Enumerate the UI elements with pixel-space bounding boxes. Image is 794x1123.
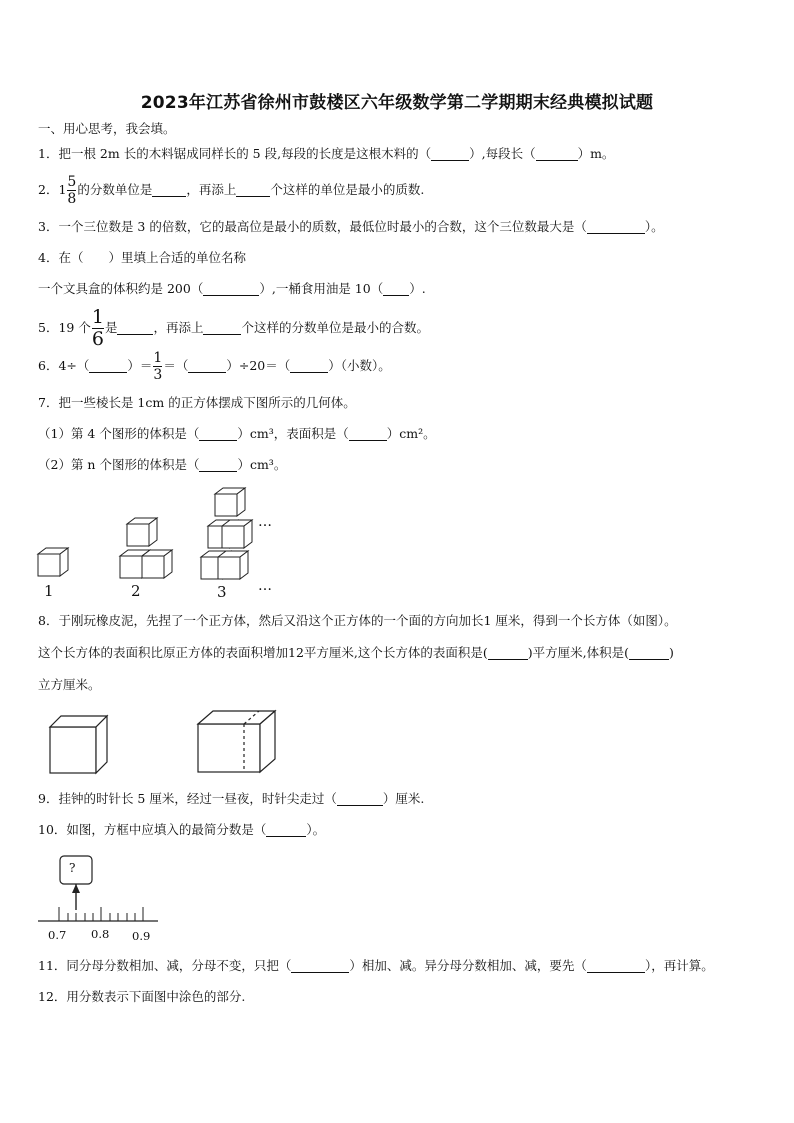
question-mark: ?: [69, 861, 76, 875]
question-5: 5．19 个 $\frac{1}{6}$ 是 ，再添上 个这样的分数单位是最小的合数。: [38, 306, 429, 350]
answer-box: [60, 856, 92, 884]
answer-blank[interactable]: [587, 958, 645, 973]
question-9: 9．挂钟的时针长 5 厘米，经过一昼夜，时针尖走过（ ）厘米.: [38, 791, 425, 806]
question-1: 1．把一根 2m 长的木料锯成同样长的 5 段,每段的长度是这根木料的（ ）,每段长（ ）m。: [38, 146, 615, 161]
question-4: 4．在（ ）里填上合适的单位名称: [38, 250, 246, 265]
figure-label: 1: [44, 582, 54, 600]
question-8-line-3: 立方厘米。: [38, 677, 101, 692]
continuation-dots: …: [258, 514, 272, 530]
question-11: 11．同分母分数相加、减，分母不变，只把（ ）相加、减。异分母分数相加、减，要先（ ），再计算。: [38, 958, 714, 973]
tick-label: 0.9: [132, 929, 151, 943]
page-title: 2023年江苏省徐州市鼓楼区六年级数学第二学期期末经典模拟试题: [140, 93, 654, 113]
question-8: 8．于刚玩橡皮泥，先捏了一个正方体，然后又沿这个正方体的一个面的方向加长1 厘米，得到一个长方体（如图）。: [38, 613, 677, 628]
figure-label: 3: [217, 583, 227, 601]
question-6: 6．4÷（ ）＝ $\frac{1}{3}$ ＝（ ）÷20＝（ ）（小数）。: [38, 350, 391, 383]
mixed-fraction: $\frac{5}{8}$: [67, 174, 77, 207]
question-7-part-2: （2）第 n 个图形的体积是（ ）cm³。: [38, 457, 287, 472]
question-10: 10．如图，方框中应填入的最简分数是（ ）。: [38, 822, 326, 837]
tick-label: 0.7: [48, 928, 67, 942]
continuation-dots: …: [258, 578, 272, 594]
pointer-arrow-head: [72, 884, 80, 893]
question-12: 12．用分数表示下面图中涂色的部分.: [38, 989, 246, 1004]
answer-blank[interactable]: [291, 958, 349, 973]
question-4-items: 一个文具盒的体积约是 200（ ）,一桶食用油是 10（ ）.: [38, 281, 426, 296]
question-7: 7．把一些棱长是 1cm 的正方体摆成下图所示的几何体。: [38, 395, 356, 410]
question-7-part-1: （1）第 4 个图形的体积是（ ）cm³，表面积是（ ）cm²。: [38, 426, 436, 441]
figure-label: 2: [131, 582, 141, 600]
question-8-line-2: 这个长方体的表面积比原正方体的表面积增加12平方厘米,这个长方体的表面积是( )平方厘米,体积是( ): [38, 645, 674, 660]
tick-label: 0.8: [91, 927, 110, 941]
question-3: 3．一个三位数是 3 的倍数，它的最高位是最小的质数，最低位时最小的合数，这个三位数最大是（ ）。: [38, 219, 664, 234]
fraction: $\frac{1}{6}$: [91, 306, 104, 350]
fraction: $\frac{1}{3}$: [153, 350, 163, 383]
question-2: 2．1 $\frac{5}{8}$ 的分数单位是 ，再添上 个这样的单位是最小的质数.: [38, 174, 425, 207]
section-heading: 一、用心思考，我会填。: [38, 121, 176, 136]
